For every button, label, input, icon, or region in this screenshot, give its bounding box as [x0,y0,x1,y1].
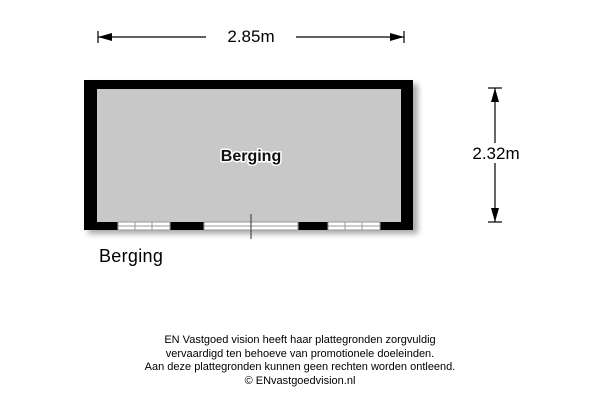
width-dimension-label: 2.85m [227,27,275,46]
disclaimer [0,334,600,388]
room-berging [84,80,418,239]
window-left [118,222,170,230]
plan-title: Berging [99,246,164,266]
height-dimension [460,88,532,222]
disclaimer-line: vervaardigd ten behoeve van promotionele doeleinden. [165,347,435,360]
disclaimer-line: EN Vastgoed vision heeft haar plattegronden zorgvuldig [164,334,436,346]
copyright-line: © ENvastgoedvision.nl [244,374,356,387]
disclaimer-line: Aan deze plattegronden kunnen geen rechten worden ontleend. [144,361,456,373]
width-dimension [98,26,404,46]
room-label: Berging [220,148,282,165]
window-right [328,222,380,230]
height-dimension-label: 2.32m [472,144,520,163]
